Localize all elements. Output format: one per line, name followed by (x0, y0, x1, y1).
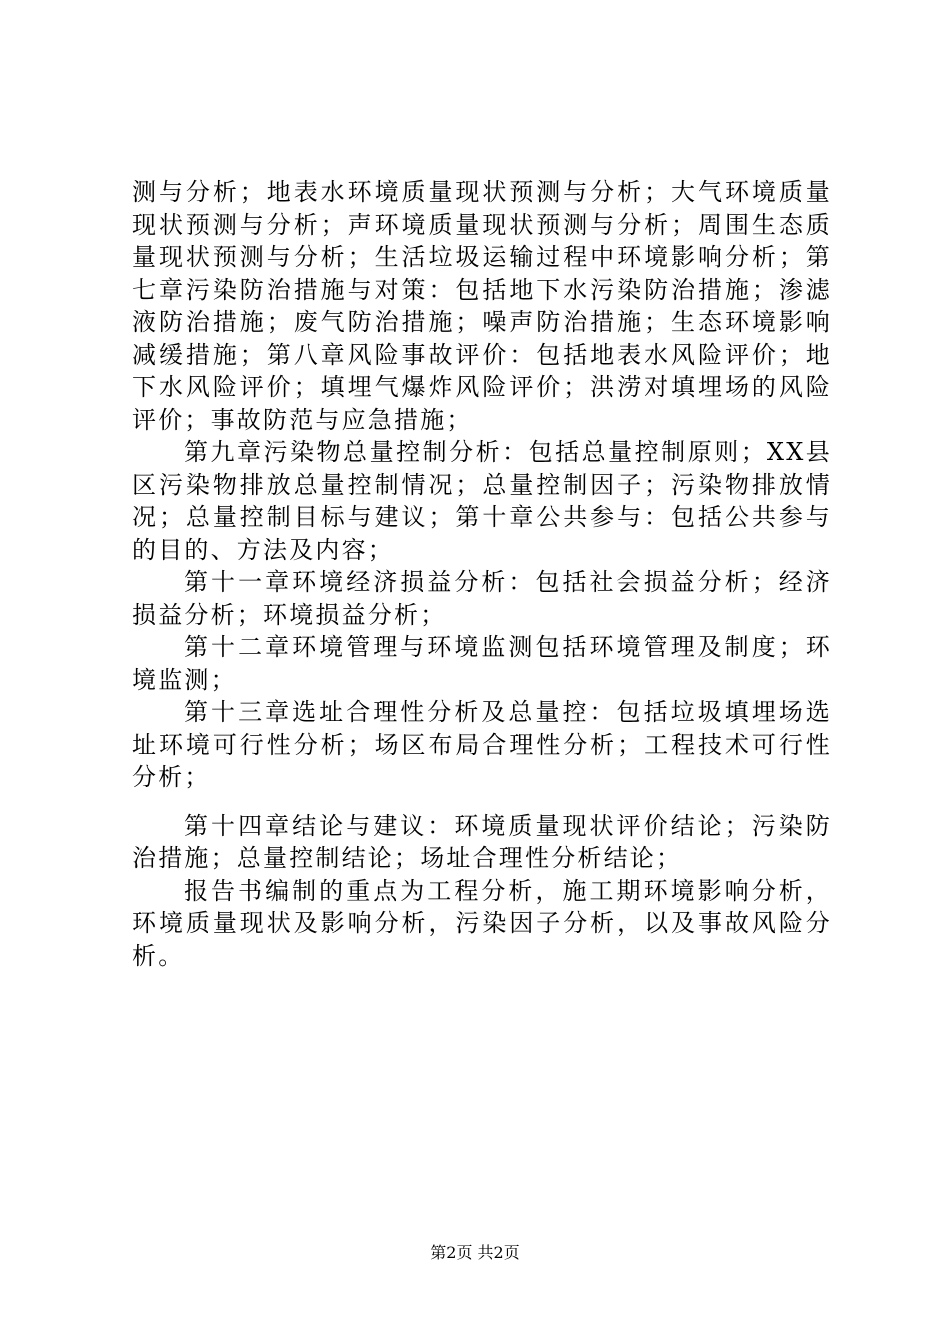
paragraph-continuation: 测与分析；地表水环境质量现状预测与分析；大气环境质量现状预测与分析；声环境质量现状预测与分析；周围生态质量现状预测与分析；生活垃圾运输过程中环境影响分析；第七章污染防治措施与对策：包括地下水污染防治措施；渗滤液防治措施；废气防治措施；噪声防治措施；生态环境影响减缓措施；第八章风险事故评价：包括地表水风险评价；地下水风险评价；填埋气爆炸风险评价；洪涝对填埋场的风险评价；事故防范与应急措施； (132, 178, 832, 434)
paragraph-chapter-12: 第十二章环境管理与环境监测包括环境管理及制度；环境监测； (132, 633, 832, 694)
paragraph-report-focus: 报告书编制的重点为工程分析，施工期环境影响分析，环境质量现状及影响分析，污染因子分析，以及事故风险分析。 (132, 876, 832, 970)
paragraph-chapter-14: 第十四章结论与建议：环境质量现状评价结论；污染防治措施；总量控制结论；场址合理性分析结论； (132, 811, 832, 872)
paragraph-chapter-9-10: 第九章污染物总量控制分析：包括总量控制原则；XX县区污染物排放总量控制情况；总量控制因子；污染物排放情况；总量控制目标与建议；第十章公共参与：包括公共参与的目的、方法及内容； (132, 438, 832, 564)
document-body (132, 176, 832, 972)
page-number-footer: 第2页 共2页 (430, 1243, 520, 1262)
paragraph-chapter-13: 第十三章选址合理性分析及总量控：包括垃圾填埋场选址环境可行性分析；场区布局合理性分析；工程技术可行性分析； (132, 698, 832, 791)
paragraph-chapter-11: 第十一章环境经济损益分析：包括社会损益分析；经济损益分析；环境损益分析； (132, 568, 832, 629)
